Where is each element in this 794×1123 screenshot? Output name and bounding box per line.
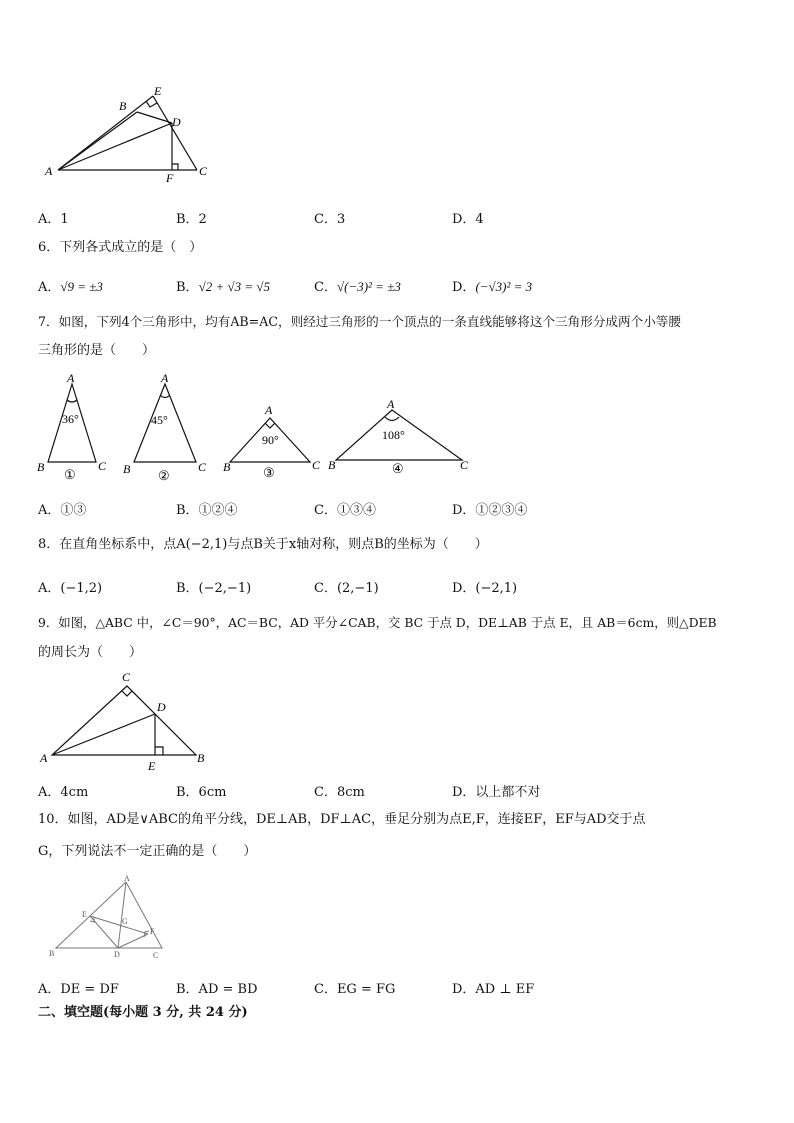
q5-label-e: E <box>154 84 162 98</box>
q10-label-a: A <box>124 874 130 883</box>
q7-t1-angle: 36° <box>62 412 79 426</box>
q7-t2-label-c: C <box>198 460 207 474</box>
q7-t1-label-b: B <box>37 460 45 474</box>
q9-option-b[interactable]: B．6cm <box>176 785 227 800</box>
q9-label-e: E <box>148 759 156 773</box>
q5-label-b: B <box>119 99 127 113</box>
q7-t4-number: ④ <box>392 461 404 476</box>
q7-t3-label-c: C <box>312 458 321 472</box>
q7-t3-angle: 90° <box>262 433 279 447</box>
q10-option-b[interactable]: B．AD = BD <box>176 982 258 997</box>
q9-stem-line2: 的周长为（ ） <box>38 645 143 660</box>
q10-label-e: E <box>82 910 87 919</box>
q9-option-d[interactable]: D．以上都不对 <box>452 785 541 800</box>
q9-option-a[interactable]: A．4cm <box>38 785 89 800</box>
q6-option-a[interactable]: A．√9 = ±3 <box>38 279 103 295</box>
q8-option-d[interactable]: D．(−2,1) <box>452 581 518 596</box>
q7-option-a[interactable]: A．①③ <box>38 503 87 518</box>
q7-t2-label-a: A <box>161 371 169 385</box>
q9-label-c: C <box>122 670 131 684</box>
q7-t2-angle: 45° <box>151 413 168 427</box>
q8-option-c[interactable]: C．(2,−1) <box>314 581 379 596</box>
q5-option-c[interactable]: C．3 <box>314 212 346 227</box>
q7-t4-label-b: B <box>328 458 336 472</box>
q9-label-a: A <box>40 751 48 765</box>
q7-t1-number: ① <box>64 467 76 482</box>
q8-option-b[interactable]: B．(−2,−1) <box>176 581 252 596</box>
q9-label-d: D <box>157 700 166 714</box>
q10-label-c: C <box>153 951 159 960</box>
q5-option-d[interactable]: D．4 <box>452 212 484 227</box>
q5-figure <box>40 82 220 182</box>
q9-figure <box>36 666 216 774</box>
q7-stem-line2: 三角形的是（ ） <box>38 343 156 358</box>
q5-option-a[interactable]: A．1 <box>38 212 69 227</box>
q10-label-b: B <box>49 949 55 958</box>
q10-label-g: G <box>122 917 128 926</box>
q7-t2-label-b: B <box>123 462 131 476</box>
q6-option-d[interactable]: D．(−√3)² = 3 <box>452 279 533 295</box>
q5-label-a: A <box>45 164 53 178</box>
q7-option-d[interactable]: D．①②③④ <box>452 503 528 518</box>
q10-option-c[interactable]: C．EG = FG <box>314 982 396 997</box>
q5-label-f: F <box>166 171 174 182</box>
q7-t1-label-a: A <box>67 371 75 385</box>
q7-t3-label-a: A <box>265 403 273 417</box>
q6-stem: 6．下列各式成立的是（ ） <box>38 240 203 255</box>
q7-t3-label-b: B <box>223 460 231 474</box>
q5-label-c: C <box>199 164 208 178</box>
q8-option-a[interactable]: A．(−1,2) <box>38 581 103 596</box>
q7-t1-label-c: C <box>98 459 107 473</box>
q10-option-a[interactable]: A．DE = DF <box>38 982 119 997</box>
q7-t4-label-c: C <box>460 458 469 472</box>
q7-option-c[interactable]: C．①③④ <box>314 503 376 518</box>
q7-stem-line1: 7．如图，下列4个三角形中，均有AB=AC，则经过三角形的一个顶点的一条直线能够将这个三角形分成两个小等腰 <box>38 314 681 329</box>
q5-option-b[interactable]: B．2 <box>176 212 207 227</box>
q7-option-b[interactable]: B．①②④ <box>176 503 238 518</box>
q10-label-d: D <box>114 950 120 959</box>
q7-t2-number: ② <box>158 468 170 483</box>
q6-option-b[interactable]: B．√2 + √3 = √5 <box>176 279 271 295</box>
q7-t3-number: ③ <box>263 465 275 480</box>
q10-label-f: F <box>150 927 155 936</box>
q9-option-c[interactable]: C．8cm <box>314 785 365 800</box>
section-title: 二、填空题(每小题 3 分, 共 24 分) <box>38 1005 248 1020</box>
q5-label-d: D <box>172 115 181 129</box>
q9-label-b: B <box>197 751 205 765</box>
q10-stem-line2: G，下列说法不一定正确的是（ ） <box>38 844 257 859</box>
q10-stem-line1: 10．如图，AD是∨ABC的角平分线，DE⊥AB，DF⊥AC，垂足分别为点E,F，连接EF，EF与AD交于点 <box>38 812 646 827</box>
q6-option-c[interactable]: C．√(−3)² = ±3 <box>314 279 401 295</box>
q10-option-d[interactable]: D．AD ⊥ EF <box>452 982 535 997</box>
q8-stem: 8．在直角坐标系中，点A(−2,1)与点B关于x轴对称，则点B的坐标为（ ） <box>38 537 488 552</box>
q9-stem-line1: 9．如图，△ABC 中，∠C＝90°，AC＝BC，AD 平分∠CAB，交 BC 于点 D，DE⊥AB 于点 E，且 AB＝6cm，则△DEB <box>38 615 717 630</box>
q7-t4-label-a: A <box>387 397 395 411</box>
q10-figure <box>44 874 174 964</box>
q7-figure <box>34 370 479 485</box>
q7-t4-angle: 108° <box>382 428 405 442</box>
